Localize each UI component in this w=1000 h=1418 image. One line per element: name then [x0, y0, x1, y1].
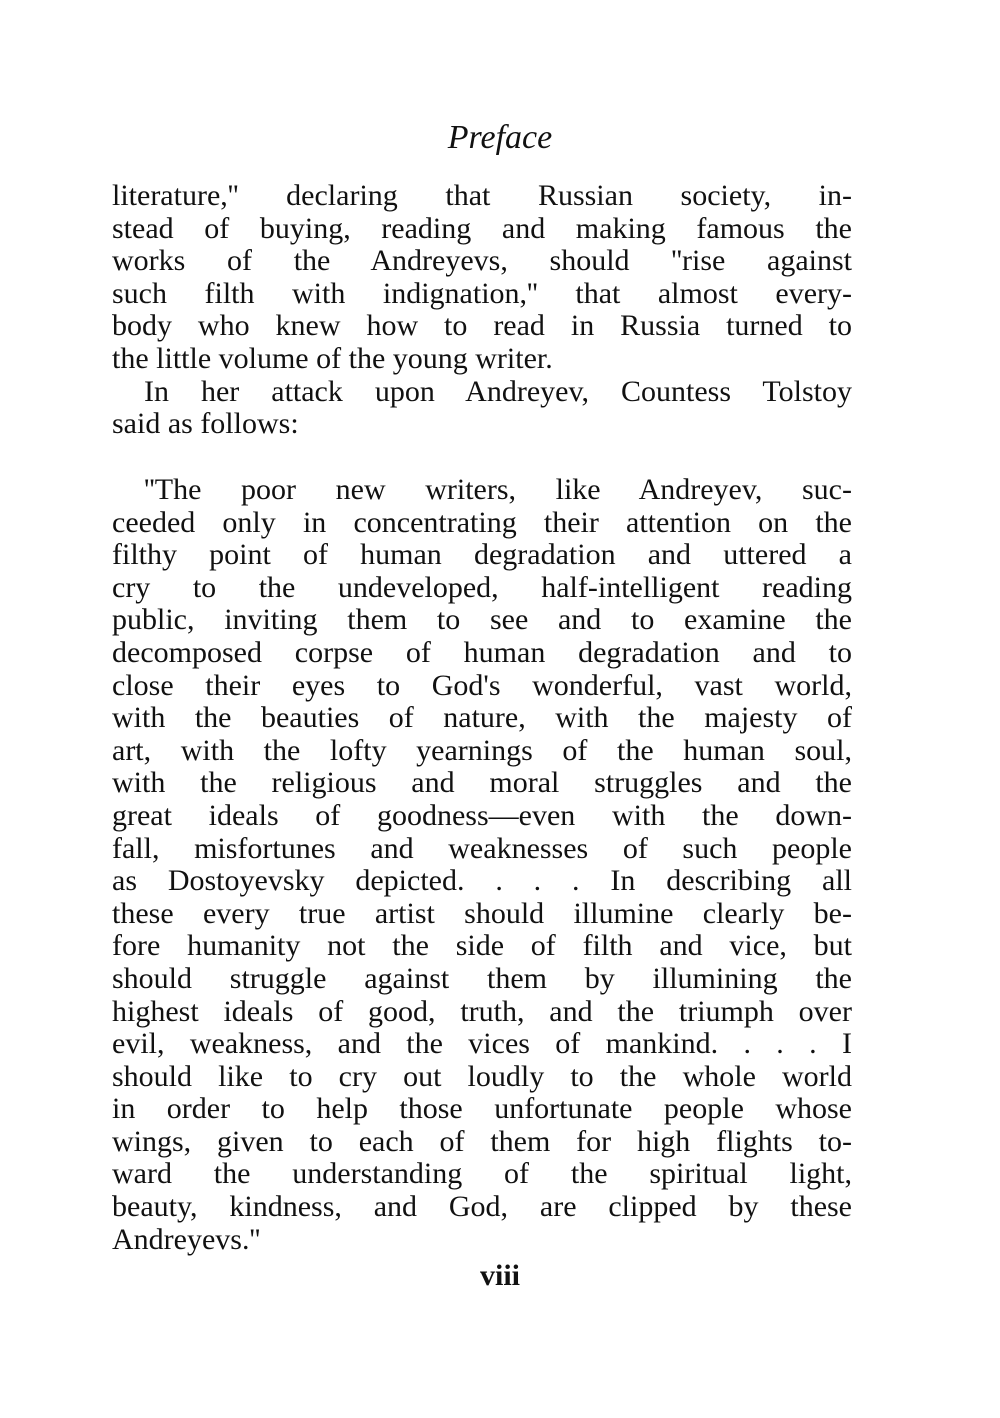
- text-line: body who knew how to read in Russia turned to: [112, 309, 852, 343]
- text-line: said as follows:: [112, 407, 299, 441]
- quote-line: evil, weakness, and the vices of mankind. . . . I: [112, 1027, 852, 1061]
- quote-line: art, with the lofty yearnings of the human soul,: [112, 733, 852, 767]
- quote-line: with the beauties of nature, with the majesty of: [112, 701, 852, 735]
- quote-line: with the religious and moral struggles and the: [112, 766, 852, 800]
- quote-line: great ideals of goodness—even with the down-: [112, 798, 852, 832]
- text-line: the little volume of the young writer.: [112, 341, 553, 375]
- quote-line: ward the understanding of the spiritual light,: [112, 1157, 852, 1191]
- block-quotation: [112, 474, 852, 1256]
- quote-line: fore humanity not the side of filth and vice, but: [112, 929, 852, 963]
- text-line: stead of buying, reading and making famous the: [112, 211, 852, 245]
- quote-line: close their eyes to God's wonderful, vast world,: [112, 668, 852, 702]
- running-head: Preface: [447, 119, 553, 156]
- quote-line: Andreyevs.'': [112, 1222, 261, 1256]
- quote-line: cry to the undeveloped, half-intelligent reading: [112, 570, 852, 604]
- quote-line: ceeded only in concentrating their attention on the: [112, 505, 852, 539]
- paragraph-continued: [112, 180, 852, 376]
- quote-line: should struggle against them by illumining the: [112, 961, 852, 995]
- text-line: literature,'' declaring that Russian society, in-: [112, 179, 852, 212]
- quote-line: in order to help those unfortunate people whose: [112, 1092, 852, 1126]
- quote-line: these every true artist should illumine clearly be-: [112, 896, 852, 930]
- quote-line: public, inviting them to see and to examine the: [112, 603, 852, 637]
- quote-line: highest ideals of good, truth, and the triumph over: [112, 994, 852, 1028]
- page-number: viii: [479, 1259, 520, 1292]
- paragraph-attack: [112, 376, 852, 441]
- text-line: In her attack upon Andreyev, Countess Tolstoy: [144, 374, 852, 408]
- body-text-top: [112, 180, 852, 441]
- quote-line: beauty, kindness, and God, are clipped by these: [112, 1190, 852, 1224]
- text-line: such filth with indignation,'' that almost every-: [112, 276, 852, 310]
- quote-line: fall, misfortunes and weaknesses of such people: [112, 831, 852, 865]
- quote-line: wings, given to each of them for high flights to-: [112, 1124, 852, 1158]
- quote-line: as Dostoyevsky depicted. . . . In describing all: [112, 864, 852, 898]
- quote-line: should like to cry out loudly to the whole world: [112, 1059, 852, 1093]
- quote-line: decomposed corpse of human degradation and to: [112, 635, 852, 669]
- text-line: works of the Andreyevs, should ''rise against: [112, 244, 852, 278]
- quote-line: filthy point of human degradation and uttered a: [112, 538, 852, 572]
- quote-line: ''The poor new writers, like Andreyev, suc-: [144, 473, 852, 506]
